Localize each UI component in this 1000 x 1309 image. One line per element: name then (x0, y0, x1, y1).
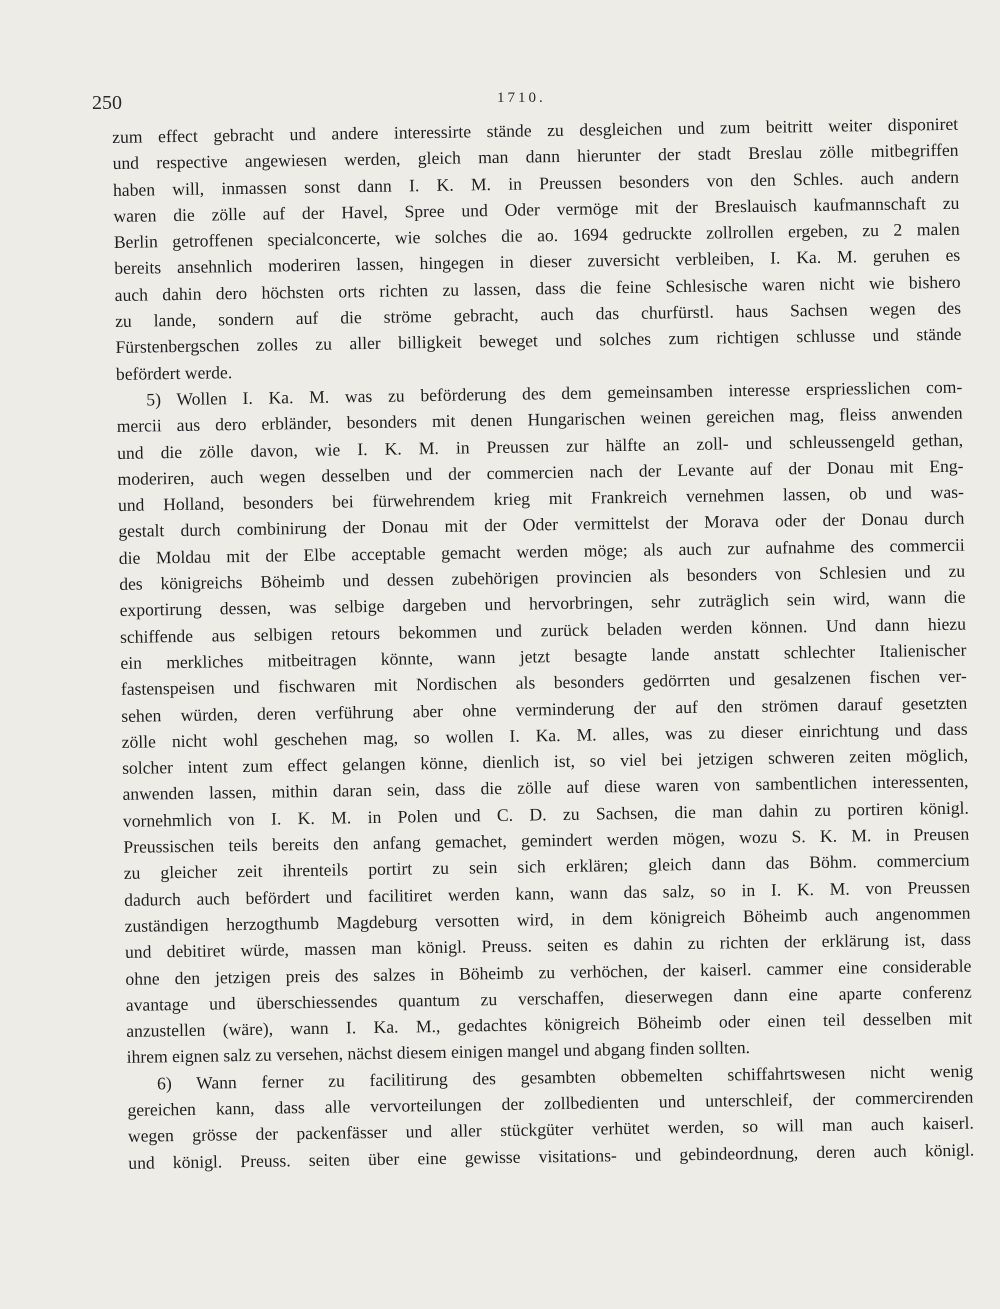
text-line: wegen grösse der packenfässer und aller stückgüter verhütet werden, so will man auch kaiserl. (127, 1112, 974, 1147)
text-line: schiffende aus selbigen retours bekommen und zurück beladen werden können. Und dann hiezu (119, 613, 967, 647)
text-line: und Holland, besonders bei fürwehrendem krieg mit Frankreich vernehmen lassen, ob und was- (117, 481, 965, 516)
text-line: Preussischen teils bereits den anfang gemachet, gemindert werden mögen, wozu S. K. M. in Preusen (123, 823, 970, 857)
paragraph-start-line: 5) Wollen I. Ka. M. was zu beförderung des dem gemeinsamben interesse erspriesslichen com- (146, 376, 963, 410)
body-text (112, 111, 974, 1176)
text-line: anzustellen (wäre), wann I. Ka. M., gedachtes königreich Böheimb oder einen teil desselben mit (126, 1007, 973, 1041)
text-line: zum effect gebracht und andere interessirte stände zu desgleichen und zum beitritt weiter disponiret (112, 113, 959, 147)
text-line: waren die zölle auf der Havel, Spree und Oder vermöge mit der Breslauisch kaufmannschaft zu (113, 192, 960, 226)
text-line: haben will, inmassen sonst dann I. K. M. in Preussen besonders von den Schles. auch andern (112, 166, 960, 200)
text-line: Fürstenbergschen zolles zu aller billigkeit beweget und solches zum richtigen schlusse und stände (115, 324, 962, 358)
text-line: des königreichs Böheimb und dessen zubehörigen provincien als besonders von Schlesien und zu (119, 560, 966, 594)
text-line: solcher intent zum effect gelangen könne, dienlich ist, so viel bei jetzigen schweren zeiten möglich, (121, 744, 969, 779)
text-line: die Moldau mit der Elbe acceptable gemacht werden möge; als auch zur aufnahme des commercii (118, 534, 965, 568)
text-line: zölle nicht wohl geschehen mag, so wollen I. Ka. M. alles, was zu dieser einrichtung und dass (121, 718, 968, 752)
text-line: und die zölle davon, wie I. K. M. in Preussen zur hälfte an zoll- und schleussengeld gethan, (117, 429, 964, 463)
text-line: zuständigen herzogthumb Magdeburg versotten wird, in dem königreich Böheimb auch angenommen (124, 902, 971, 936)
paragraph-end-line: befördert werde. (115, 361, 233, 384)
text-line: vornehmlich von I. K. M. in Polen und C. D. zu Sachsen, die man dahin zu portiren königl. (122, 797, 969, 831)
text-line: gestalt durch combinirung der Donau mit der Oder vermittelst der Morava oder der Donau durch (118, 508, 965, 542)
text-line: exportirung dessen, was selbige dargeben und hervorbringen, sehr zuträglich sein wird, wann die (119, 586, 966, 621)
text-line: und königl. Preuss. seiten über eine gewisse visitations- und gebindeordnung, deren auch königl. (128, 1139, 975, 1173)
text-line: anwenden lassen, mithin daran sein, dass die zölle auf diese waren von sambentlichen interessenten, (122, 771, 969, 805)
text-line: zu gleicher zeit ihrenteils portirt zu sein sich erklären; gleich dann das Böhm. commercium (123, 849, 970, 884)
paragraph-start-line: 6) Wann ferner zu facilitirung des gesambten obbemelten schiffahrtswesen nicht wenig (156, 1060, 974, 1094)
text-line: Berlin getroffenen specialconcerte, wie solches die ao. 1694 gedruckte zollrollen ergeben, zu 2 malen (113, 218, 960, 253)
text-line: bereits ansehnlich moderiren lassen, hingegen in dieser zuversicht verbleiben, I. Ka. M. geruhen es (114, 245, 961, 279)
text-line: fastenspeisen und fischwaren mit Nordischen als besonders gedörrten und gesalzenen fischen ver- (120, 665, 967, 700)
running-header-year: 1710. (497, 90, 546, 106)
page-number: 250 (92, 92, 122, 114)
text-line: moderiren, auch wegen desselben und der commercien nach der Levante auf der Donau mit Eng- (117, 455, 964, 489)
text-line: avantage und überschiessendes quantum zu verschaffen, dieserwegen dann eine aparte conferenz (125, 981, 972, 1015)
page-header (92, 88, 962, 114)
text-line: auch dahin dero höchsten orts richten zu lassen, dass die feine Schlesische waren nicht wie bishero (114, 271, 961, 305)
text-line: ein merkliches mitbeitragen könnte, wann jetzt besagte lande anstatt schlechter Italienischer (120, 639, 967, 673)
text-line: mercii aus dero erbländer, besonders mit denen Hungarischen weinen gereichen mag, fleiss anwenden (116, 402, 963, 437)
text-line: gereichen kann, dass alle vervorteilungen der zollbedienten und unterschleif, der commercirenden (127, 1086, 974, 1120)
text-line: ohne den jetzigen preis des salzes in Böheimb zu verhöchen, der kaiserl. cammer eine considerable (125, 955, 972, 989)
text-line: und respective angewiesen werden, gleich man dann hierunter der stadt Breslau zölle mitbegriffen (112, 140, 959, 174)
text-line: sehen würden, deren verführung aber ohne verminderung der auf den strömen darauf gesetzten (121, 692, 968, 726)
text-line: und debitiret würde, massen man königl. Preuss. seiten es dahin zu richten der erklärung ist, dass (124, 928, 972, 963)
text-line: dadurch auch befördert und facilitiret werden kann, wann das salz, so in I. K. M. von Preussen (124, 876, 971, 910)
text-line: zu lande, sondern auf die ströme gebracht, auch das churfürstl. haus Sachsen wegen des (114, 297, 962, 332)
paragraph-end-line: ihrem eignen salz zu versehen, nächst diesem einigen mangel und abgang finden sollten. (126, 1037, 751, 1068)
